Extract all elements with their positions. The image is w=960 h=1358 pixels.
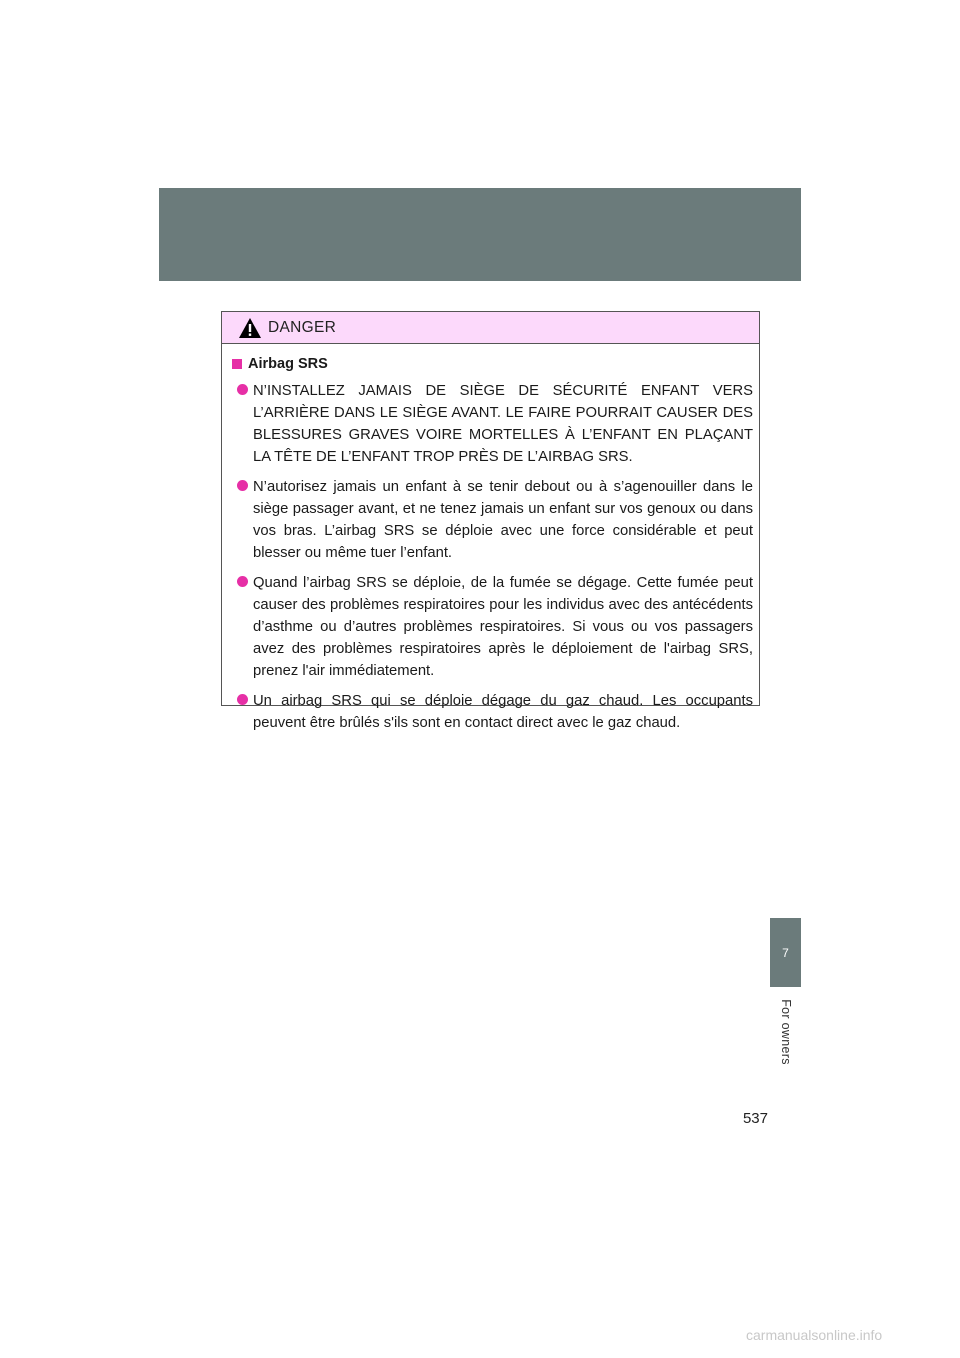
list-item bbox=[232, 380, 753, 468]
chapter-tab[interactable] bbox=[770, 918, 801, 987]
warning-triangle-icon bbox=[238, 317, 262, 339]
circle-bullet-icon bbox=[237, 480, 248, 491]
danger-box bbox=[221, 311, 760, 731]
section-heading bbox=[232, 356, 753, 372]
watermark: carmanualsonline.info bbox=[746, 1327, 883, 1343]
circle-bullet-icon bbox=[237, 576, 248, 587]
chapter-label: For owners bbox=[778, 999, 793, 1065]
list-item bbox=[232, 690, 753, 734]
page-number: 537 bbox=[742, 1110, 768, 1127]
danger-header bbox=[222, 312, 759, 344]
list-item-text: Un airbag SRS qui se déploie dégage du gaz chaud. Les occupants peuvent être brûlés s'ils sont en contact direct avec le gaz chaud. bbox=[253, 693, 753, 731]
danger-body bbox=[222, 344, 759, 734]
list-item-text: Quand l’airbag SRS se déploie, de la fumée se dégage. Cette fumée peut causer des problèmes respiratoires pour les individus avec des antécédents d’asthme ou d’autres problèmes respiratoires. Si vous ou vos passagers avez des problèmes respiratoires après le déploiement de l'airbag SRS, prenez l'air immédiatement. bbox=[253, 575, 753, 679]
danger-label: DANGER bbox=[268, 318, 337, 336]
list-item-text: N’INSTALLEZ JAMAIS DE SIÈGE DE SÉCURITÉ ENFANT VERS L’ARRIÈRE DANS LE SIÈGE AVANT. LE FAIRE POURRAIT CAUSER DES BLESSURES GRAVES VOIRE MORTELLES À L’ENFANT EN PLAÇANT LA TÊTE DE L’ENFANT TROP PRÈS DE L’AIRBAG SRS. bbox=[253, 383, 753, 465]
circle-bullet-icon bbox=[237, 384, 248, 395]
list-item bbox=[232, 572, 753, 682]
chapter-number: 7 bbox=[782, 945, 789, 960]
square-bullet-icon bbox=[232, 359, 242, 369]
list-item-text: N’autorisez jamais un enfant à se tenir debout ou à s’agenouiller dans le siège passager avant, et ne tenez jamais un enfant sur vos genoux ou dans vos bras. L’airbag SRS se déploie avec une force considérable et peut blesser ou même tuer l’enfant. bbox=[253, 479, 753, 561]
header-band bbox=[159, 188, 801, 281]
circle-bullet-icon bbox=[237, 694, 248, 705]
section-title: Airbag SRS bbox=[248, 356, 328, 372]
chapter-label-container bbox=[770, 994, 801, 1070]
list-item bbox=[232, 476, 753, 564]
